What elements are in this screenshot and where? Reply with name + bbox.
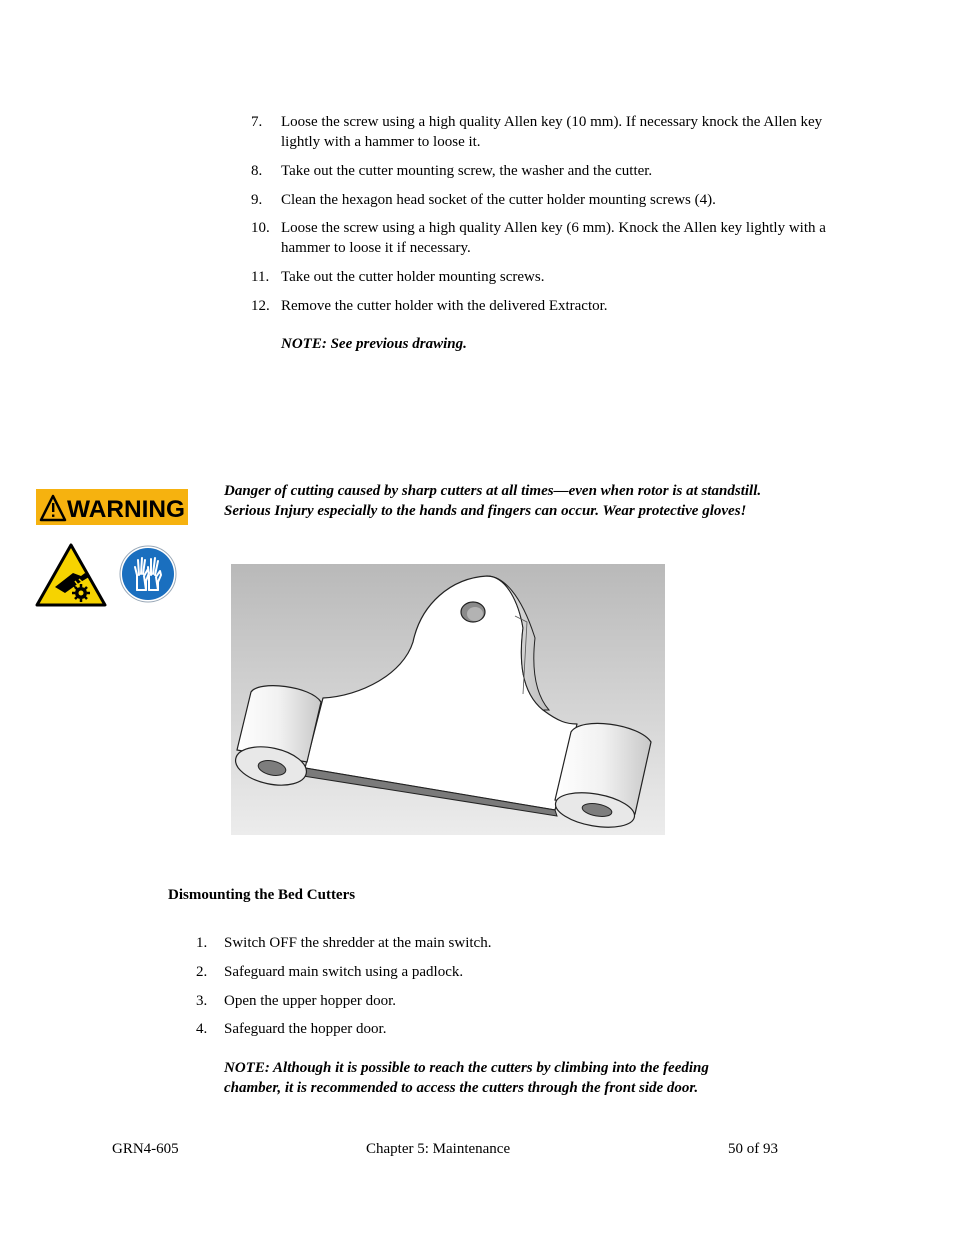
warning-text-line-1: Danger of cutting caused by sharp cutters at all times—even when rotor is at standstill.	[224, 483, 762, 499]
gloves-icon	[119, 545, 177, 603]
list-item	[196, 991, 796, 1011]
hand-cut-hazard-icon	[35, 543, 107, 607]
list-item	[251, 190, 841, 210]
warning-label: WARNING	[67, 496, 185, 523]
warning-sign-icon	[36, 489, 188, 525]
list-item-number: 2.	[196, 964, 208, 980]
list-item-text: Take out the cutter holder mounting screws.	[281, 269, 545, 285]
list-item-text: Switch OFF the shredder at the main switch.	[224, 935, 492, 951]
footer-doc-id: GRN4-605	[112, 1141, 179, 1157]
warning-text-line-2: Serious Injury especially to the hands and fingers can occur. Wear protective gloves!	[224, 503, 747, 519]
list-item	[251, 161, 841, 181]
list-item-number: 11.	[251, 269, 270, 285]
list-item-number: 12.	[251, 298, 270, 314]
list-item	[251, 296, 841, 316]
cutter-holder-drawing	[231, 564, 665, 835]
section-heading: Dismounting the Bed Cutters	[168, 887, 356, 903]
note-line-1: NOTE: Although it is possible to reach the cutters by climbing into the feeding	[224, 1060, 709, 1076]
hand-cut-hazard	[35, 543, 107, 607]
cutter-holder-image	[231, 564, 665, 835]
footer-chapter: Chapter 5: Maintenance	[366, 1141, 511, 1157]
list-item	[196, 962, 796, 982]
note-see-drawing: NOTE: See previous drawing.	[281, 336, 467, 352]
list-item-text: Clean the hexagon head socket of the cutter holder mounting screws (4).	[281, 192, 716, 208]
list-item	[196, 1019, 796, 1039]
gloves-mandatory-sign	[119, 545, 177, 603]
list-item	[251, 218, 841, 258]
note-line-2: chamber, it is recommended to access the cutters through the front side door.	[224, 1080, 699, 1096]
list-item-number: 8.	[251, 163, 263, 179]
warning-text	[224, 481, 884, 521]
list-item-text: Loose the screw using a high quality Allen key (6 mm). Knock the Allen key lightly with a hammer to loose it if necessary.	[281, 220, 826, 256]
list-item-text: Loose the screw using a high quality Allen key (10 mm). If necessary knock the Allen key lightly with a hammer to loose it.	[281, 114, 823, 150]
list-item-text: Take out the cutter mounting screw, the washer and the cutter.	[281, 163, 653, 179]
footer-page-number: 50 of 93	[728, 1141, 778, 1157]
list-item-text: Safeguard main switch using a padlock.	[224, 964, 464, 980]
note-access-cutters	[224, 1058, 844, 1098]
warning-sign	[36, 489, 188, 525]
list-item-number: 9.	[251, 192, 263, 208]
list-item-number: 1.	[196, 935, 208, 951]
list-item-number: 3.	[196, 993, 208, 1009]
list-item-text: Open the upper hopper door.	[224, 993, 397, 1009]
list-item	[251, 267, 841, 287]
steps-list-top	[251, 112, 841, 316]
list-item-number: 10.	[251, 220, 270, 236]
list-item-text: Remove the cutter holder with the delivered Extractor.	[281, 298, 608, 314]
list-item	[196, 933, 796, 953]
list-item-text: Safeguard the hopper door.	[224, 1021, 387, 1037]
list-item-number: 4.	[196, 1021, 208, 1037]
list-item-number: 7.	[251, 114, 263, 130]
steps-list-bottom	[196, 933, 796, 1039]
list-item	[251, 112, 841, 152]
